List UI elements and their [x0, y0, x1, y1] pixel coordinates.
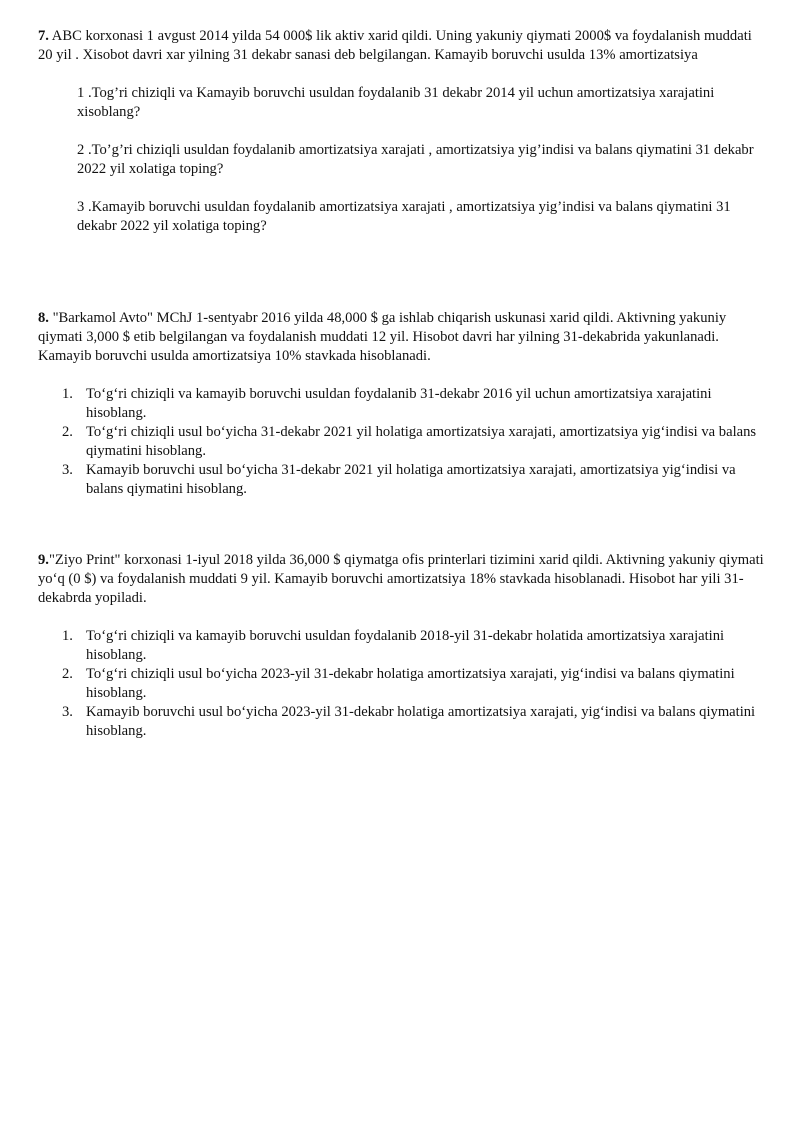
list-item-text: Kamayib boruvchi usul bo‘yicha 2023-yil 31-dekabr holatiga amortizatsiya xarajati, yig‘indisi va balans qiymatini hisoblang.	[86, 704, 756, 739]
list-item-text: To‘g‘ri chiziqli va kamayib boruvchi usuldan foydalanib 2018-yil 31-dekabr holatida amortizatsiya xarajatini hisoblang.	[86, 628, 725, 663]
problem-text: "Barkamol Avto" MChJ 1-sentyabr 2016 yilda 48,000 $ ga ishlab chiqarish uskunasi xarid qildi. Aktivning yakuniy qiymati 3,000 $ etib belgilangan va foydalanish muddati 12 yil. Hisobot davri har yilning 31-dekabrida yakunlanadi. Kamayib boruvchi usulda amortizatsiya 10% stavkada hisoblanadi.	[38, 310, 727, 364]
list-item	[38, 627, 766, 665]
question-list	[38, 627, 766, 741]
list-item-text: To‘g‘ri chiziqli usul bo‘yicha 31-dekabr 2021 yil holatiga amortizatsiya xarajati, amortizatsiya yig‘indisi va balans qiymatini hisoblang.	[86, 424, 757, 459]
list-item	[38, 423, 766, 461]
problem-9-intro	[38, 551, 766, 608]
problem-text: ABC korxonasi 1 avgust 2014 yilda 54 000$ lik aktiv xarid qildi. Uning yakuniy qiymati 2000$ va foydalanish muddati 20 yil . Xisobot davri xar yilning 31 dekabr sanasi deb belgilangan. Kamayib boruvchi usulda 13% amortizatsiya	[38, 28, 752, 63]
list-item	[38, 461, 766, 499]
list-item-text: Kamayib boruvchi usul bo‘yicha 31-dekabr 2021 yil holatiga amortizatsiya xarajati, amortizatsiya yig‘indisi va balans qiymatini hisoblang.	[86, 462, 736, 497]
list-marker: 1.	[62, 386, 73, 402]
problem-8	[38, 309, 766, 499]
list-marker: 2.	[62, 424, 73, 440]
problem-8-intro	[38, 309, 766, 366]
list-item-text: To‘g‘ri chiziqli usul bo‘yicha 2023-yil 31-dekabr holatiga amortizatsiya xarajati, yig‘indisi va balans qiymatini hisoblang.	[86, 666, 735, 701]
question-2: 2 .To’g’ri chiziqli usuldan foydalanib amortizatsiya xarajati , amortizatsiya yig’indisi va balans qiymatini 31 dekabr 2022 yil xolatiga toping?	[77, 142, 754, 177]
list-marker: 2.	[62, 666, 73, 682]
problem-9	[38, 551, 766, 741]
list-item	[38, 703, 766, 741]
question-3: 3 .Kamayib boruvchi usuldan foydalanib amortizatsiya xarajati , amortizatsiya yig’indisi va balans qiymatini 31 dekabr 2022 yil xolatiga toping?	[77, 199, 731, 234]
list-marker: 3.	[62, 462, 73, 478]
list-item-text: To‘g‘ri chiziqli va kamayib boruvchi usuldan foydalanib 31-dekabr 2016 yil uchun amortizatsiya xarajatini hisoblang.	[86, 386, 712, 421]
list-marker: 3.	[62, 704, 73, 720]
list-item	[38, 665, 766, 703]
problem-number: 8.	[38, 310, 49, 326]
list-marker: 1.	[62, 628, 73, 644]
problem-number: 7.	[38, 28, 49, 44]
problem-7	[38, 27, 766, 236]
problem-number: 9.	[38, 552, 49, 568]
question-1: 1 .Tog’ri chiziqli va Kamayib boruvchi usuldan foydalanib 31 dekabr 2014 yil uchun amortizatsiya xarajatini xisoblang?	[77, 85, 715, 120]
question-list	[38, 385, 766, 499]
problem-7-intro	[38, 27, 766, 65]
list-item	[38, 385, 766, 423]
problem-text: "Ziyo Print" korxonasi 1-iyul 2018 yilda 36,000 $ qiymatga ofis printerlari tizimini xarid qildi. Aktivning yakuniy qiymati yo‘q (0 $) va foydalanish muddati 9 yil. Kamayib boruvchi amortizatsiya 18% stavkada hisoblanadi. Hisobot har yili 31-dekabrda yopiladi.	[38, 552, 764, 606]
